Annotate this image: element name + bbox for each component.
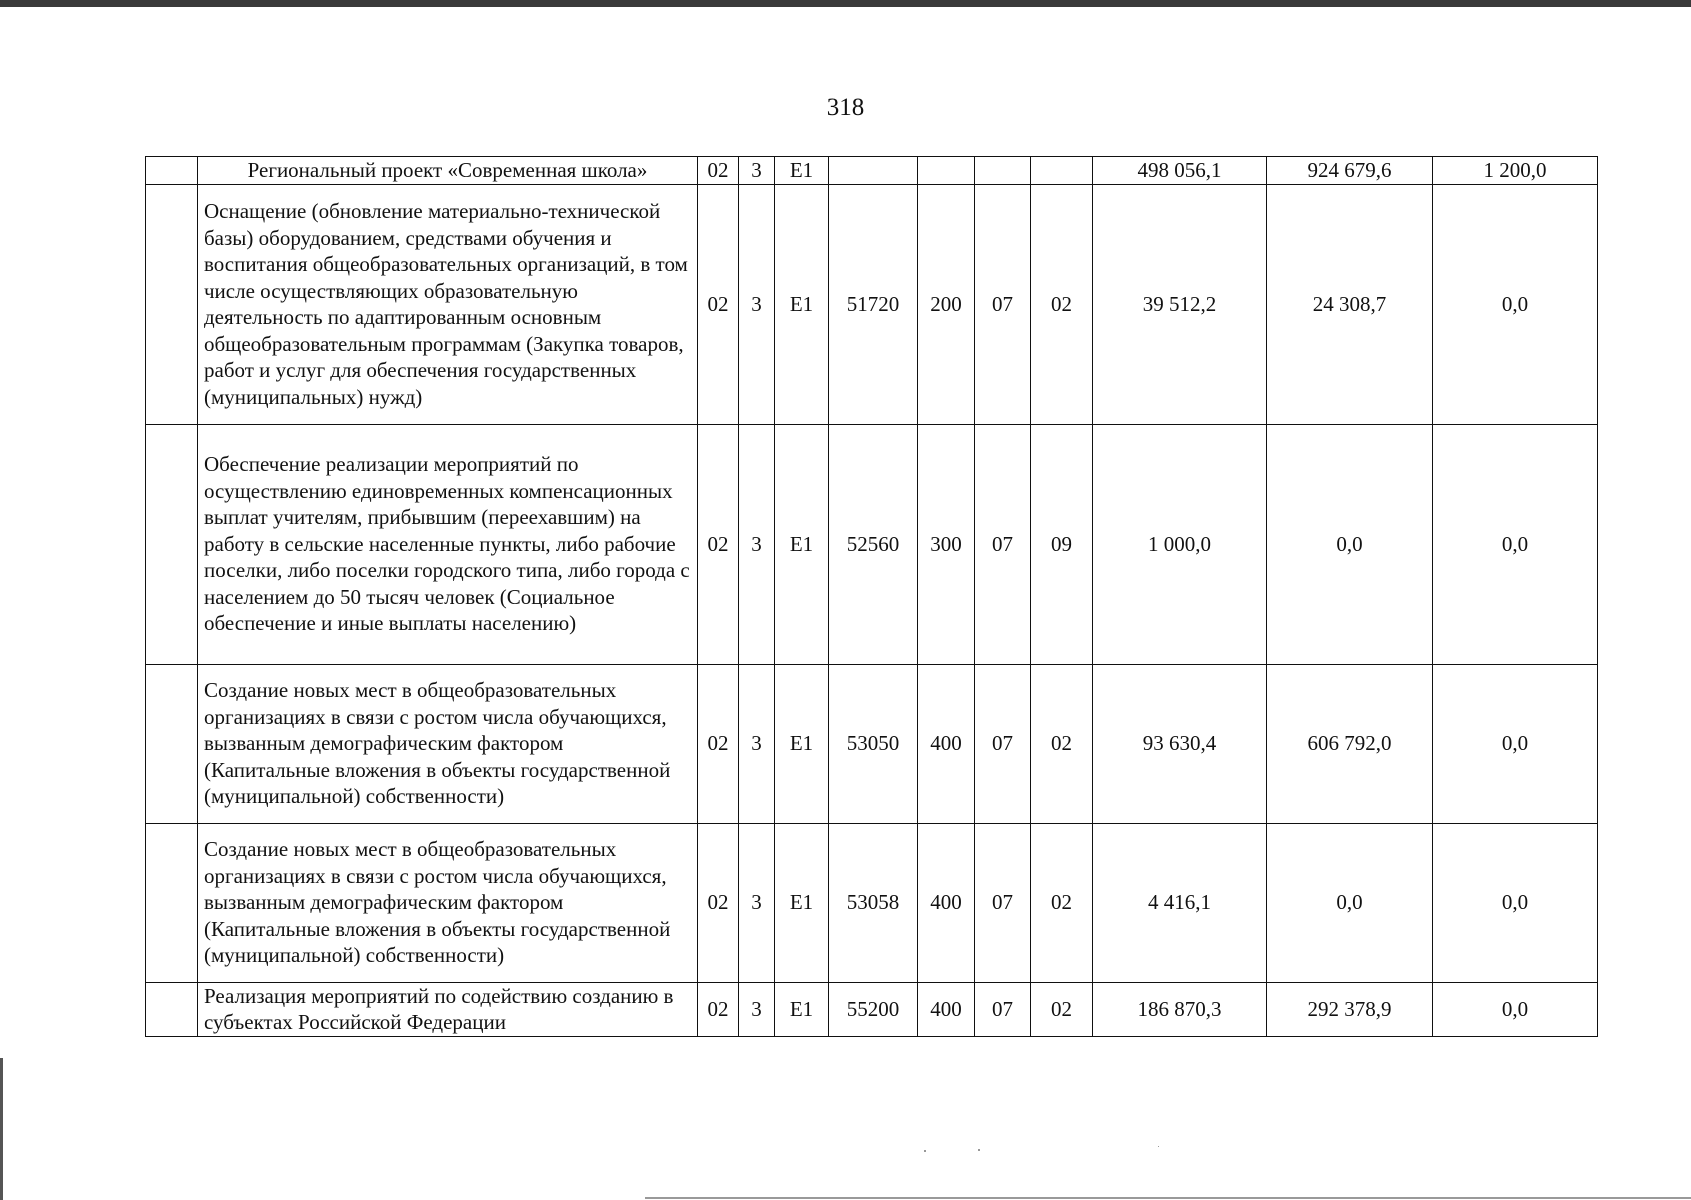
code-cell — [975, 157, 1031, 185]
item-name-cell: Оснащение (обновление материально-технической базы) оборудованием, средствами обучения и воспитания общеобразовательных организаций, в том числе осуществляющих образовательную деятельность по адаптированным основным общеобразовательным программам (Закупка товаров, работ и услуг для обеспечения государственных (муниципальных) нужд) — [198, 184, 698, 424]
code-cell: 51720 — [829, 184, 918, 424]
code-cell: 52560 — [829, 424, 918, 664]
amount-cell: 0,0 — [1433, 184, 1598, 424]
amount-cell: 93 630,4 — [1093, 664, 1267, 823]
code-cell: 400 — [918, 823, 975, 982]
amount-cell: 39 512,2 — [1093, 184, 1267, 424]
amount-cell: 0,0 — [1433, 664, 1598, 823]
table-row — [146, 823, 1598, 982]
table-row — [146, 664, 1598, 823]
code-cell: 07 — [975, 664, 1031, 823]
amount-cell: 24 308,7 — [1267, 184, 1433, 424]
page-number: 318 — [826, 94, 865, 121]
row-marker-cell — [146, 982, 198, 1036]
code-cell: E1 — [775, 424, 829, 664]
budget-table — [145, 156, 1598, 1037]
code-cell: 07 — [975, 823, 1031, 982]
code-cell: 07 — [975, 982, 1031, 1036]
amount-cell: 0,0 — [1433, 982, 1598, 1036]
amount-cell: 1 000,0 — [1093, 424, 1267, 664]
code-cell: 53058 — [829, 823, 918, 982]
code-cell: 53050 — [829, 664, 918, 823]
amount-cell: 0,0 — [1267, 424, 1433, 664]
row-marker-cell — [146, 157, 198, 185]
code-cell: 300 — [918, 424, 975, 664]
row-marker-cell — [146, 424, 198, 664]
code-cell: 400 — [918, 982, 975, 1036]
code-cell: 02 — [698, 664, 739, 823]
row-marker-cell — [146, 664, 198, 823]
code-cell: 02 — [1031, 982, 1093, 1036]
code-cell — [829, 157, 918, 185]
amount-cell: 0,0 — [1433, 823, 1598, 982]
code-cell: 3 — [739, 184, 775, 424]
code-cell: 200 — [918, 184, 975, 424]
table-row — [146, 157, 1598, 185]
item-name-cell: Создание новых мест в общеобразовательных организациях в связи с ростом числа обучающихся, вызванным демографическим фактором (Капитальные вложения в объекты государственной (муниципальной) собственности) — [198, 823, 698, 982]
code-cell: 400 — [918, 664, 975, 823]
scan-edge-top — [0, 0, 1691, 7]
amount-cell: 0,0 — [1433, 424, 1598, 664]
amount-cell: 498 056,1 — [1093, 157, 1267, 185]
code-cell: E1 — [775, 664, 829, 823]
code-cell — [918, 157, 975, 185]
scan-edge-bottom — [645, 1197, 1691, 1199]
code-cell: E1 — [775, 157, 829, 185]
amount-cell: 1 200,0 — [1433, 157, 1598, 185]
code-cell: 3 — [739, 664, 775, 823]
amount-cell: 606 792,0 — [1267, 664, 1433, 823]
code-cell: 3 — [739, 823, 775, 982]
row-marker-cell — [146, 184, 198, 424]
item-name-cell: Обеспечение реализации мероприятий по осуществлению единовременных компенсационных выплат учителям, прибывшим (переехавшим) на работу в сельские населенные пункты, либо рабочие поселки, либо поселки городского типа, либо города с населением до 50 тысяч человек (Социальное обеспечение и иные выплаты населению) — [198, 424, 698, 664]
amount-cell: 292 378,9 — [1267, 982, 1433, 1036]
table-row — [146, 424, 1598, 664]
code-cell: 02 — [698, 424, 739, 664]
item-name-cell: Региональный проект «Современная школа» — [198, 157, 698, 185]
code-cell: 02 — [698, 184, 739, 424]
code-cell: 07 — [975, 184, 1031, 424]
code-cell: 09 — [1031, 424, 1093, 664]
scan-speck — [1158, 1146, 1159, 1147]
row-marker-cell — [146, 823, 198, 982]
code-cell: E1 — [775, 184, 829, 424]
scan-speck — [924, 1150, 926, 1152]
item-name-cell: Создание новых мест в общеобразовательных организациях в связи с ростом числа обучающихся, вызванным демографическим фактором (Капитальные вложения в объекты государственной (муниципальной) собственности) — [198, 664, 698, 823]
code-cell: 02 — [1031, 184, 1093, 424]
code-cell: 07 — [975, 424, 1031, 664]
code-cell: 02 — [698, 823, 739, 982]
code-cell: 55200 — [829, 982, 918, 1036]
code-cell: 02 — [1031, 664, 1093, 823]
code-cell: 3 — [739, 982, 775, 1036]
code-cell — [1031, 157, 1093, 185]
item-name-cell: Реализация мероприятий по содействию созданию в субъектах Российской Федерации — [198, 982, 698, 1036]
amount-cell: 924 679,6 — [1267, 157, 1433, 185]
table-row — [146, 184, 1598, 424]
code-cell: 02 — [1031, 823, 1093, 982]
code-cell: 02 — [698, 982, 739, 1036]
code-cell: 3 — [739, 424, 775, 664]
scan-edge-left — [0, 1058, 3, 1200]
amount-cell: 0,0 — [1267, 823, 1433, 982]
amount-cell: 186 870,3 — [1093, 982, 1267, 1036]
code-cell: E1 — [775, 823, 829, 982]
code-cell: 02 — [698, 157, 739, 185]
code-cell: 3 — [739, 157, 775, 185]
table-row — [146, 982, 1598, 1036]
amount-cell: 4 416,1 — [1093, 823, 1267, 982]
scan-speck — [978, 1149, 980, 1151]
code-cell: E1 — [775, 982, 829, 1036]
